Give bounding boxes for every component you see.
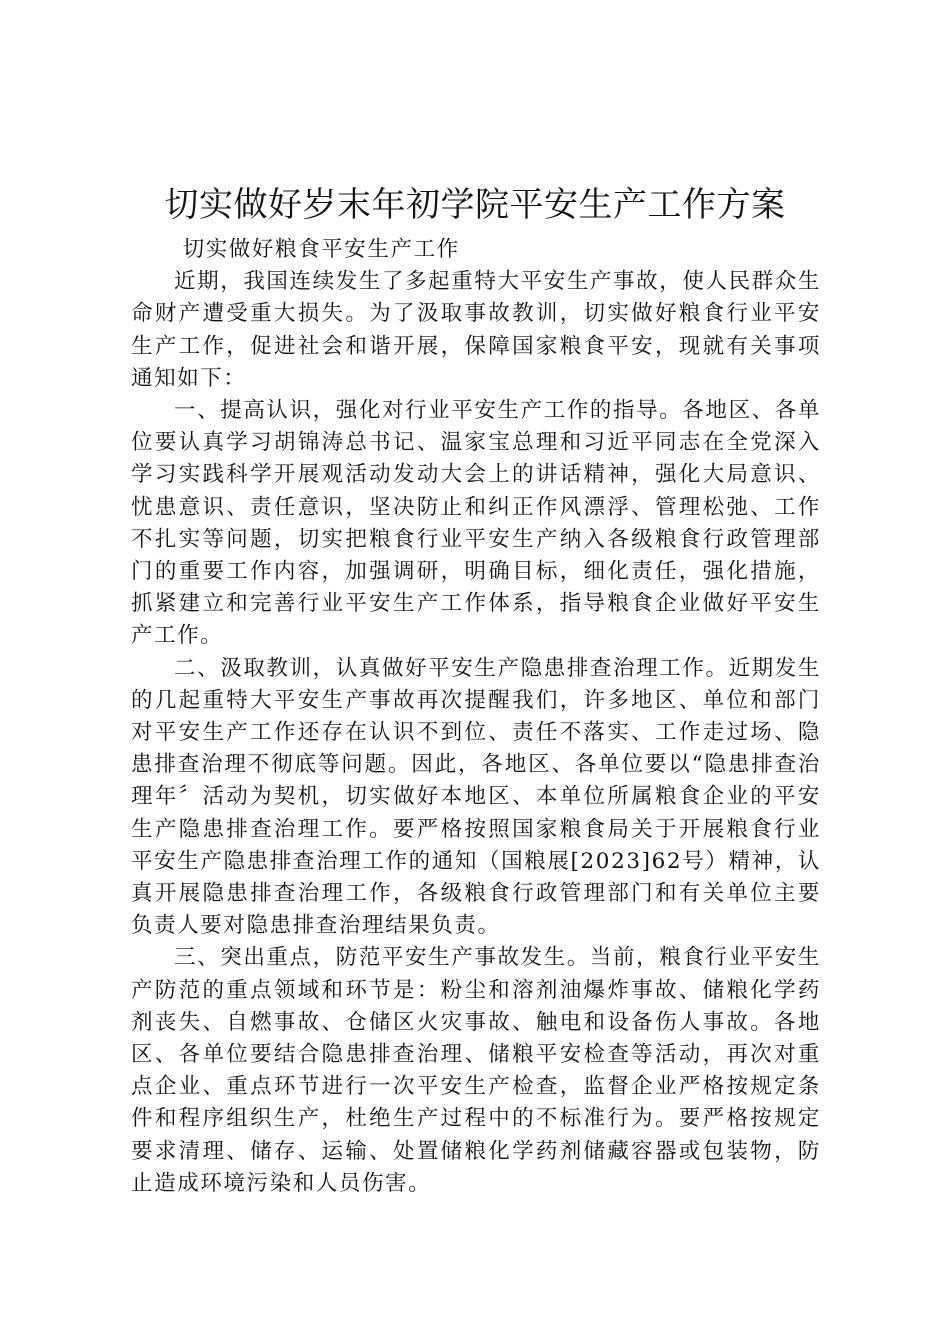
- document-subtitle: 切实做好粮食平安生产工作: [182, 237, 460, 262]
- paragraph-intro: 近期，我国连续发生了多起重特大平安生产事故，使人民群众生命财产遭受重大损失。为了汲取事故教训，切实做好粮食行业平安生产工作，促进社会和谐开展，保障国家粮食平安，现就有关事项通知如下：: [131, 269, 821, 391]
- document-body: [131, 234, 821, 1200]
- paragraph-section-2: 二、汲取教训，认真做好平安生产隐患排查治理工作。近期发生的几起重特大平安生产事故再次提醒我们，许多地区、单位和部门对平安生产工作还存在认识不到位、责任不落实、工作走过场、隐患排查治理不彻底等问题。因此，各地区、各单位要以“隐患排查治理年〞活动为契机，切实做好本地区、本单位所属粮食企业的平安生产隐患排查治理工作。要严格按照国家粮食局关于开展粮食行业平安生产隐患排查治理工作的通知（国粮展[2023]62号）精神，认真开展隐患排查治理工作，各级粮食行政管理部门和有关单位主要负责人要对隐患排查治理结果负责。: [131, 655, 821, 939]
- paragraph-section-1: 一、提高认识，强化对行业平安生产工作的指导。各地区、各单位要认真学习胡锦涛总书记、温家宝总理和习近平同志在全党深入学习实践科学开展观活动发动大会上的讲话精神，强化大局意识、忧患意识、责任意识，坚决防止和纠正作风漂浮、管理松弛、工作不扎实等问题，切实把粮食行业平安生产纳入各级粮食行政管理部门的重要工作内容，加强调研，明确目标，细化责任，强化措施，抓紧建立和完善行业平安生产工作体系，指导粮食企业做好平安生产工作。: [131, 398, 821, 649]
- paragraph-section-3: 三、突出重点，防范平安生产事故发生。当前，粮食行业平安生产防范的重点领域和环节是：粉尘和溶剂油爆炸事故、储粮化学药剂丧失、自燃事故、仓储区火灾事故、触电和设备伤人事故。各地区、各单位要结合隐患排查治理、储粮平安检查等活动，再次对重点企业、重点环节进行一次平安生产检查，监督企业严格按规定条件和程序组织生产，杜绝生产过程中的不标准行为。要严格按规定要求清理、储存、运输、处置储粮化学药剂储藏容器或包装物，防止造成环境污染和人员伤害。: [131, 945, 821, 1196]
- document-title: 切实做好岁末年初学院平安生产工作方案: [164, 185, 786, 225]
